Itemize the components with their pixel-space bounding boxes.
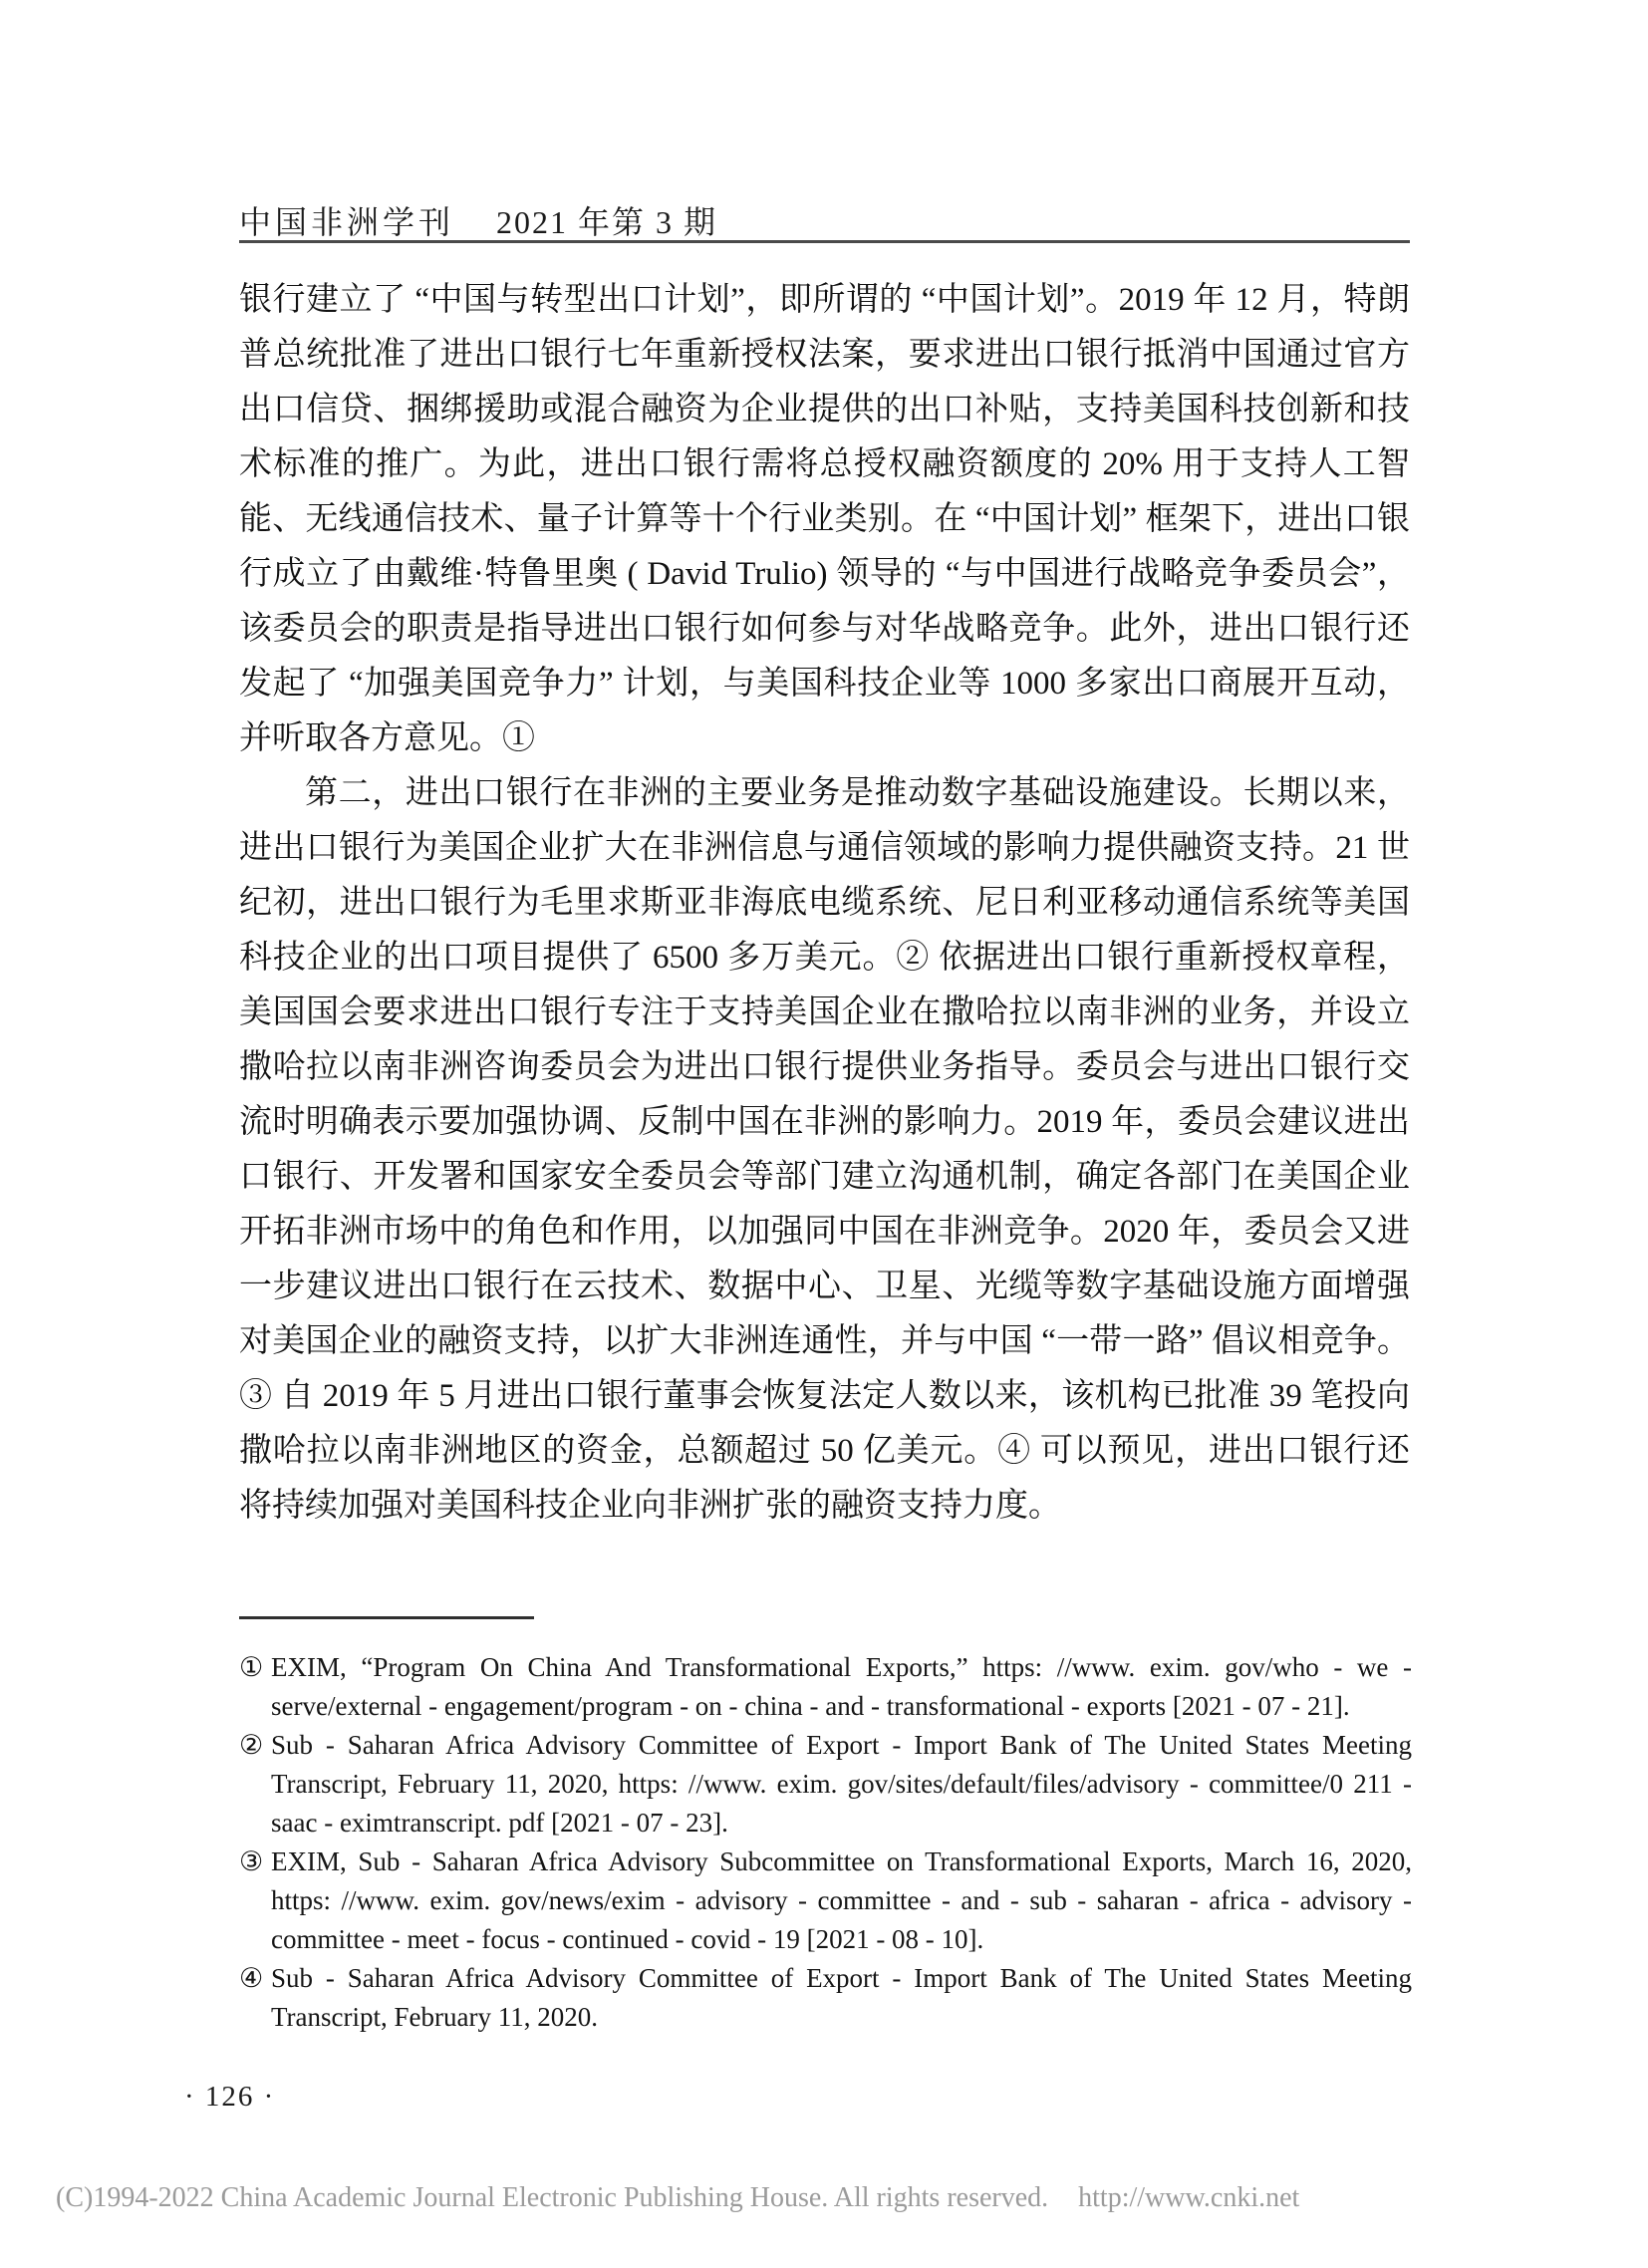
paragraph-2: 第二，进出口银行在非洲的主要业务是推动数字基础设施建设。长期以来，进出口银行为美国企业扩大在非洲信息与通信领域的影响力提供融资支持。21 世纪初，进出口银行为毛里求斯亚非海底电缆系统、尼日利亚移动通信系统等美国科技企业的出口项目提供了 6500 多万美元。② 依据进出口银行重新授权章程，美国国会要求进出口银行专注于支持美国企业在撒哈拉以南非洲的业务，并设立撒哈拉以南非洲咨询委员会为进出口银行提供业务指导。委员会与进出口银行交流时明确表示要加强协调、反制中国在非洲的影响力。2019 年，委员会建议进出口银行、开发署和国家安全委员会等部门建立沟通机制，确定各部门在美国企业开拓非洲市场中的角色和作用，以加强同中国在非洲竞争。2020 年，委员会又进一步建议进出口银行在云技术、数据中心、卫星、光缆等数字基础设施方面增强对美国企业的融资支持，以扩大非洲连通性，并与中国 “一带一路” 倡议相竞争。③ 自 2019 年 5 月进出口银行董事会恢复法定人数以来，该机构已批准 39 笔投向撒哈拉以南非洲地区的资金，总额超过 50 亿美元。④ 可以预见，进出口银行还将持续加强对美国科技企业向非洲扩张的融资支持力度。 bbox=[239, 775, 1410, 1524]
footer-url: http://www.cnki.net bbox=[1078, 2182, 1300, 2213]
footnote-text: Sub - Saharan Africa Advisory Committee of Export - Import Bank of The United States Meeting Transcript, February 11, 2020, https: //www. exim. gov/sites/default/files/advisory - committee/0 211 - saac - eximtranscript. pdf [2021 - 07 - 23]. bbox=[271, 1730, 1412, 1838]
copyright-text: (C)1994-2022 China Academic Journal Electronic Publishing House. All rights reserved. bbox=[56, 2182, 1049, 2213]
header-rule bbox=[239, 240, 1410, 243]
paragraph-1: 银行建立了 “中国与转型出口计划”，即所谓的 “中国计划”。2019 年 12 月，特朗普总统批准了进出口银行七年重新授权法案，要求进出口银行抵消中国通过官方出口信贷、捆绑援助或混合融资为企业提供的出口补贴，支持美国科技创新和技术标准的推广。为此，进出口银行需将总授权融资额度的 20% 用于支持人工智能、无线通信技术、量子计算等十个行业类别。在 “中国计划” 框架下，进出口银行成立了由戴维·特鲁里奥 ( David Trulio) 领导的 “与中国进行战略竞争委员会”，该委员会的职责是指导进出口银行如何参与对华战略竞争。此外，进出口银行还发起了 “加强美国竞争力” 计划，与美国科技企业等 1000 多家出口商展开互动，并听取各方意见。① bbox=[239, 282, 1410, 756]
footnote-list bbox=[239, 1648, 1412, 2037]
footnote-separator bbox=[239, 1616, 534, 1619]
footnote-item bbox=[239, 1843, 1412, 1959]
footnote-item bbox=[239, 1648, 1412, 1726]
copyright-footer bbox=[56, 2182, 1299, 2214]
footnote-marker: ① bbox=[239, 1652, 264, 1682]
footnote-text: EXIM, Sub - Saharan Africa Advisory Subcommittee on Transformational Exports, March 16, 2020, https: //www. exim. gov/news/exim - advisory - committee - and - sub - saharan - africa - advisory - committee - meet - focus - continued - covid - 19 [2021 - 08 - 10]. bbox=[271, 1846, 1412, 1954]
page-number: · 126 · bbox=[184, 2081, 276, 2113]
footnote-marker: ③ bbox=[239, 1846, 264, 1876]
footnote-text: EXIM, “Program On China And Transformational Exports,” https: //www. exim. gov/who - we - serve/external - engagement/program - on - china - and - transformational - exports [2021 - 07 - 21]. bbox=[271, 1652, 1412, 1721]
footnote-marker: ② bbox=[239, 1730, 264, 1760]
article-body bbox=[239, 273, 1410, 1534]
footnote-text: Sub - Saharan Africa Advisory Committee of Export - Import Bank of The United States Meeting Transcript, February 11, 2020. bbox=[271, 1963, 1412, 2032]
footnote-item bbox=[239, 1959, 1412, 2037]
journal-title: 中国非洲学刊 bbox=[239, 204, 455, 240]
footnote-item bbox=[239, 1726, 1412, 1843]
journal-header bbox=[239, 197, 1410, 243]
footnote-marker: ④ bbox=[239, 1963, 264, 1993]
journal-issue: 2021 年第 3 期 bbox=[496, 204, 718, 240]
